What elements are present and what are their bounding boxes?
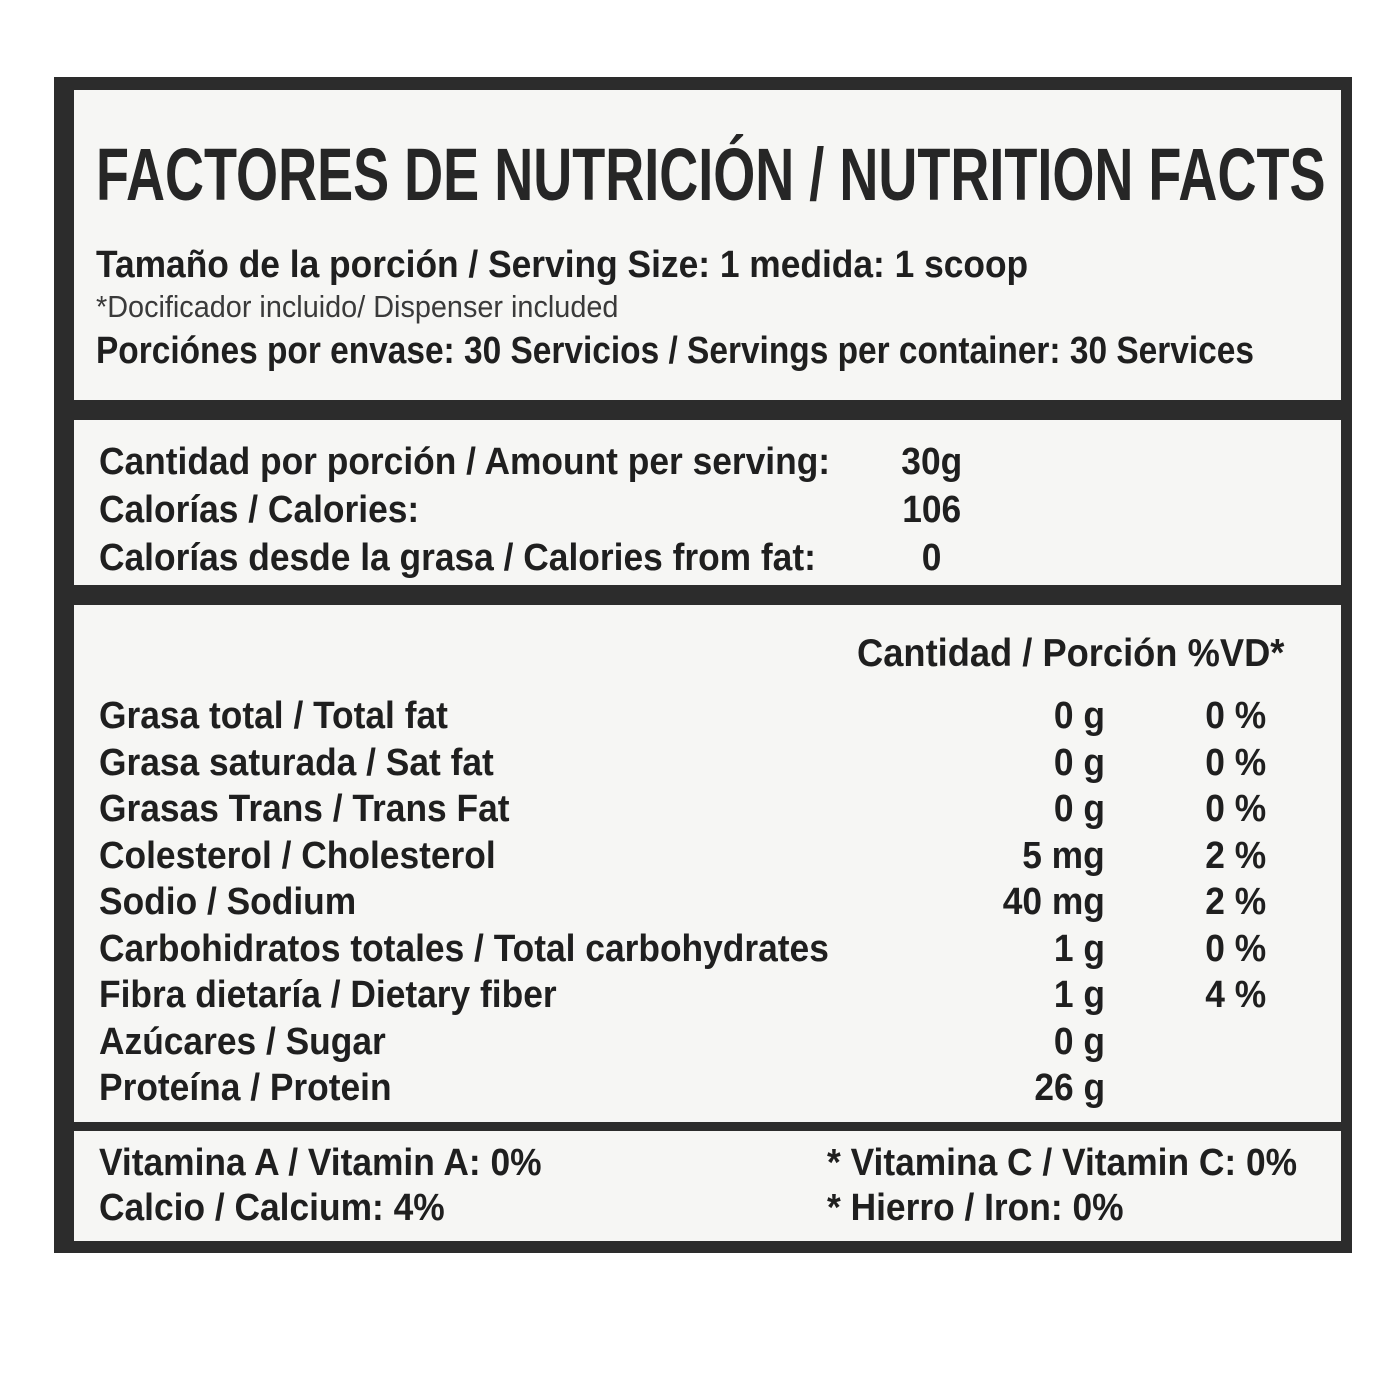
nutrient-table-section [74, 605, 1341, 1122]
nutrient-dv: 4 % [1205, 974, 1267, 1016]
nutrient-table-header [99, 629, 1311, 679]
nutrient-label: Fibra dietaría / Dietary fiber [99, 974, 557, 1016]
per-serving-value: 0 [922, 537, 942, 579]
nutrient-amount: 26 g [1034, 1067, 1105, 1109]
nutrient-amount: 5 mg [1022, 834, 1105, 877]
vitamins-section [74, 1131, 1341, 1241]
vitamin-cell: Calcio / Calcium: 4% [99, 1186, 445, 1229]
divider-bar-thin [74, 1122, 1341, 1131]
vitamins-row [99, 1186, 1311, 1231]
vitamin-cell: * Hierro / Iron: 0% [827, 1186, 1124, 1229]
nutrient-row [99, 740, 1311, 787]
per-serving-label: Calorías / Calories: [99, 489, 420, 531]
divider-bar [74, 400, 1341, 420]
nutrient-row [99, 972, 1311, 1019]
vitamin-cell: Vitamina A / Vitamin A: 0% [99, 1141, 542, 1184]
nutrient-row [99, 1019, 1311, 1066]
nutrient-row [99, 833, 1311, 880]
header-section [74, 90, 1341, 400]
per-serving-label: Calorías desde la grasa / Calories from fat: [99, 537, 816, 579]
nutrient-label: Grasa total / Total fat [99, 695, 448, 737]
nutrient-dv: 2 % [1205, 881, 1267, 923]
per-serving-section [74, 420, 1341, 585]
serving-size-line: Tamaño de la porción / Serving Size: 1 medida: 1 scoop [96, 244, 1029, 286]
nutrient-dv: 0 % [1205, 788, 1267, 830]
per-serving-row [99, 438, 1017, 486]
nutrient-label: Azúcares / Sugar [99, 1020, 386, 1063]
nutrient-row [99, 926, 1311, 973]
nutrient-label: Carbohidratos totales / Total carbohydrates [99, 927, 829, 970]
nutrient-dv: 0 % [1205, 741, 1267, 784]
per-serving-value: 106 [902, 489, 962, 531]
nutrient-amount: 1 g [1053, 974, 1105, 1016]
nutrient-dv [1161, 1019, 1311, 1066]
divider-bar [74, 585, 1341, 605]
nutrient-row [99, 1065, 1311, 1112]
per-serving-value: 30g [901, 441, 963, 483]
nutrient-row [99, 879, 1311, 926]
nutrient-label: Grasas Trans / Trans Fat [99, 788, 510, 830]
nutrient-dv: 0 % [1205, 927, 1267, 970]
nutrition-label [54, 77, 1352, 1253]
nutrient-label: Proteína / Protein [99, 1067, 392, 1109]
nutrient-amount: 40 mg [1002, 881, 1105, 923]
nutrient-label: Sodio / Sodium [99, 881, 357, 923]
label-title-text: FACTORES DE NUTRICIÓN / NUTRITION FACTS [96, 133, 1326, 216]
nutrient-amount: 0 g [1053, 1020, 1105, 1063]
nutrient-row [99, 786, 1311, 833]
nutrient-label: Grasa saturada / Sat fat [99, 741, 494, 784]
nutrient-dv: 0 % [1205, 695, 1267, 737]
nutrient-label: Colesterol / Cholesterol [99, 834, 496, 877]
nutrient-amount: 0 g [1053, 695, 1105, 737]
nutrient-amount: 0 g [1053, 788, 1105, 830]
label-title [96, 133, 1326, 216]
vitamin-cell: * Vitamina C / Vitamin C: 0% [827, 1141, 1298, 1184]
per-serving-row [99, 534, 1017, 582]
column-header-dv: %VD* [1187, 632, 1285, 675]
nutrient-amount: 0 g [1053, 741, 1105, 784]
nutrient-amount: 1 g [1053, 927, 1105, 970]
nutrient-dv: 2 % [1205, 834, 1267, 877]
nutrient-dv [1161, 1065, 1311, 1112]
vitamins-row [99, 1141, 1311, 1186]
nutrient-row [99, 693, 1311, 740]
servings-per-container-line: Porciónes por envase: 30 Servicios / Servings per container: 30 Services [96, 330, 1254, 372]
per-serving-row [99, 486, 1017, 534]
per-serving-label: Cantidad por porción / Amount per serving: [99, 441, 831, 483]
dispenser-note: *Docificador incluido/ Dispenser included [96, 289, 619, 324]
column-header-amount: Cantidad / Porción [857, 632, 1178, 675]
